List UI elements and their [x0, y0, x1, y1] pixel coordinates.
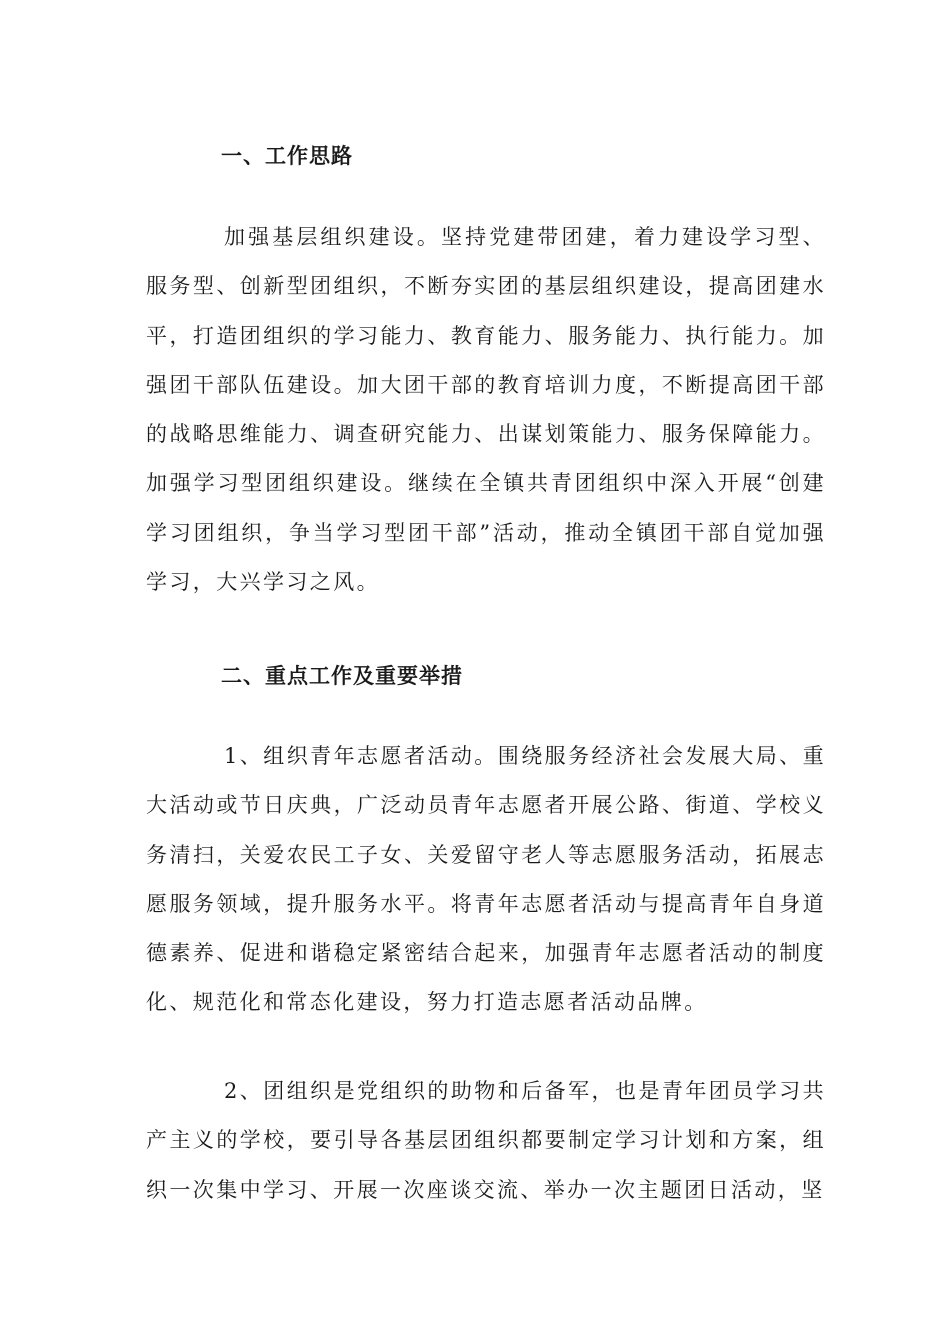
section-1-paragraph: 加强基层组织建设。坚持党建带团建，着力建设学习型、服务型、创新型团组织，不断夯实团的基层组织建设，提高团建水平，打造团组织的学习能力、教育能力、服务能力、执行能力。加强团干部队伍建设。加大团干部的教育培训力度，不断提高团干部的战略思维能力、调查研究能力、出谋划策能力、服务保障能力。加强学习型团组织建设。继续在全镇共青团组织中深入开展“创建学习团组织，争当学习型团干部”活动，推动全镇团干部自觉加强学习，大兴学习之风。: [146, 225, 826, 595]
section-2-item-1: 1、组织青年志愿者活动。围绕服务经济社会发展大局、重大活动或节日庆典，广泛动员青年志愿者开展公路、街道、学校义务清扫，关爱农民工子女、关爱留守老人等志愿服务活动，拓展志愿服务领域，提升服务水平。将青年志愿者活动与提高青年自身道德素养、促进和谐稳定紧密结合起来，加强青年志愿者活动的制度化、规范化和常态化建设，努力打造志愿者活动品牌。: [146, 744, 826, 1015]
section-2-item-2: 2、团组织是党组织的助物和后备军，也是青年团员学习共产主义的学校，要引导各基层团组织都要制定学习计划和方案，组织一次集中学习、开展一次座谈交流、举办一次主题团日活动，坚: [146, 1079, 826, 1202]
section-heading-1: 一、工作思路: [221, 143, 353, 168]
section-heading-2: 二、重点工作及重要举措: [221, 663, 463, 688]
